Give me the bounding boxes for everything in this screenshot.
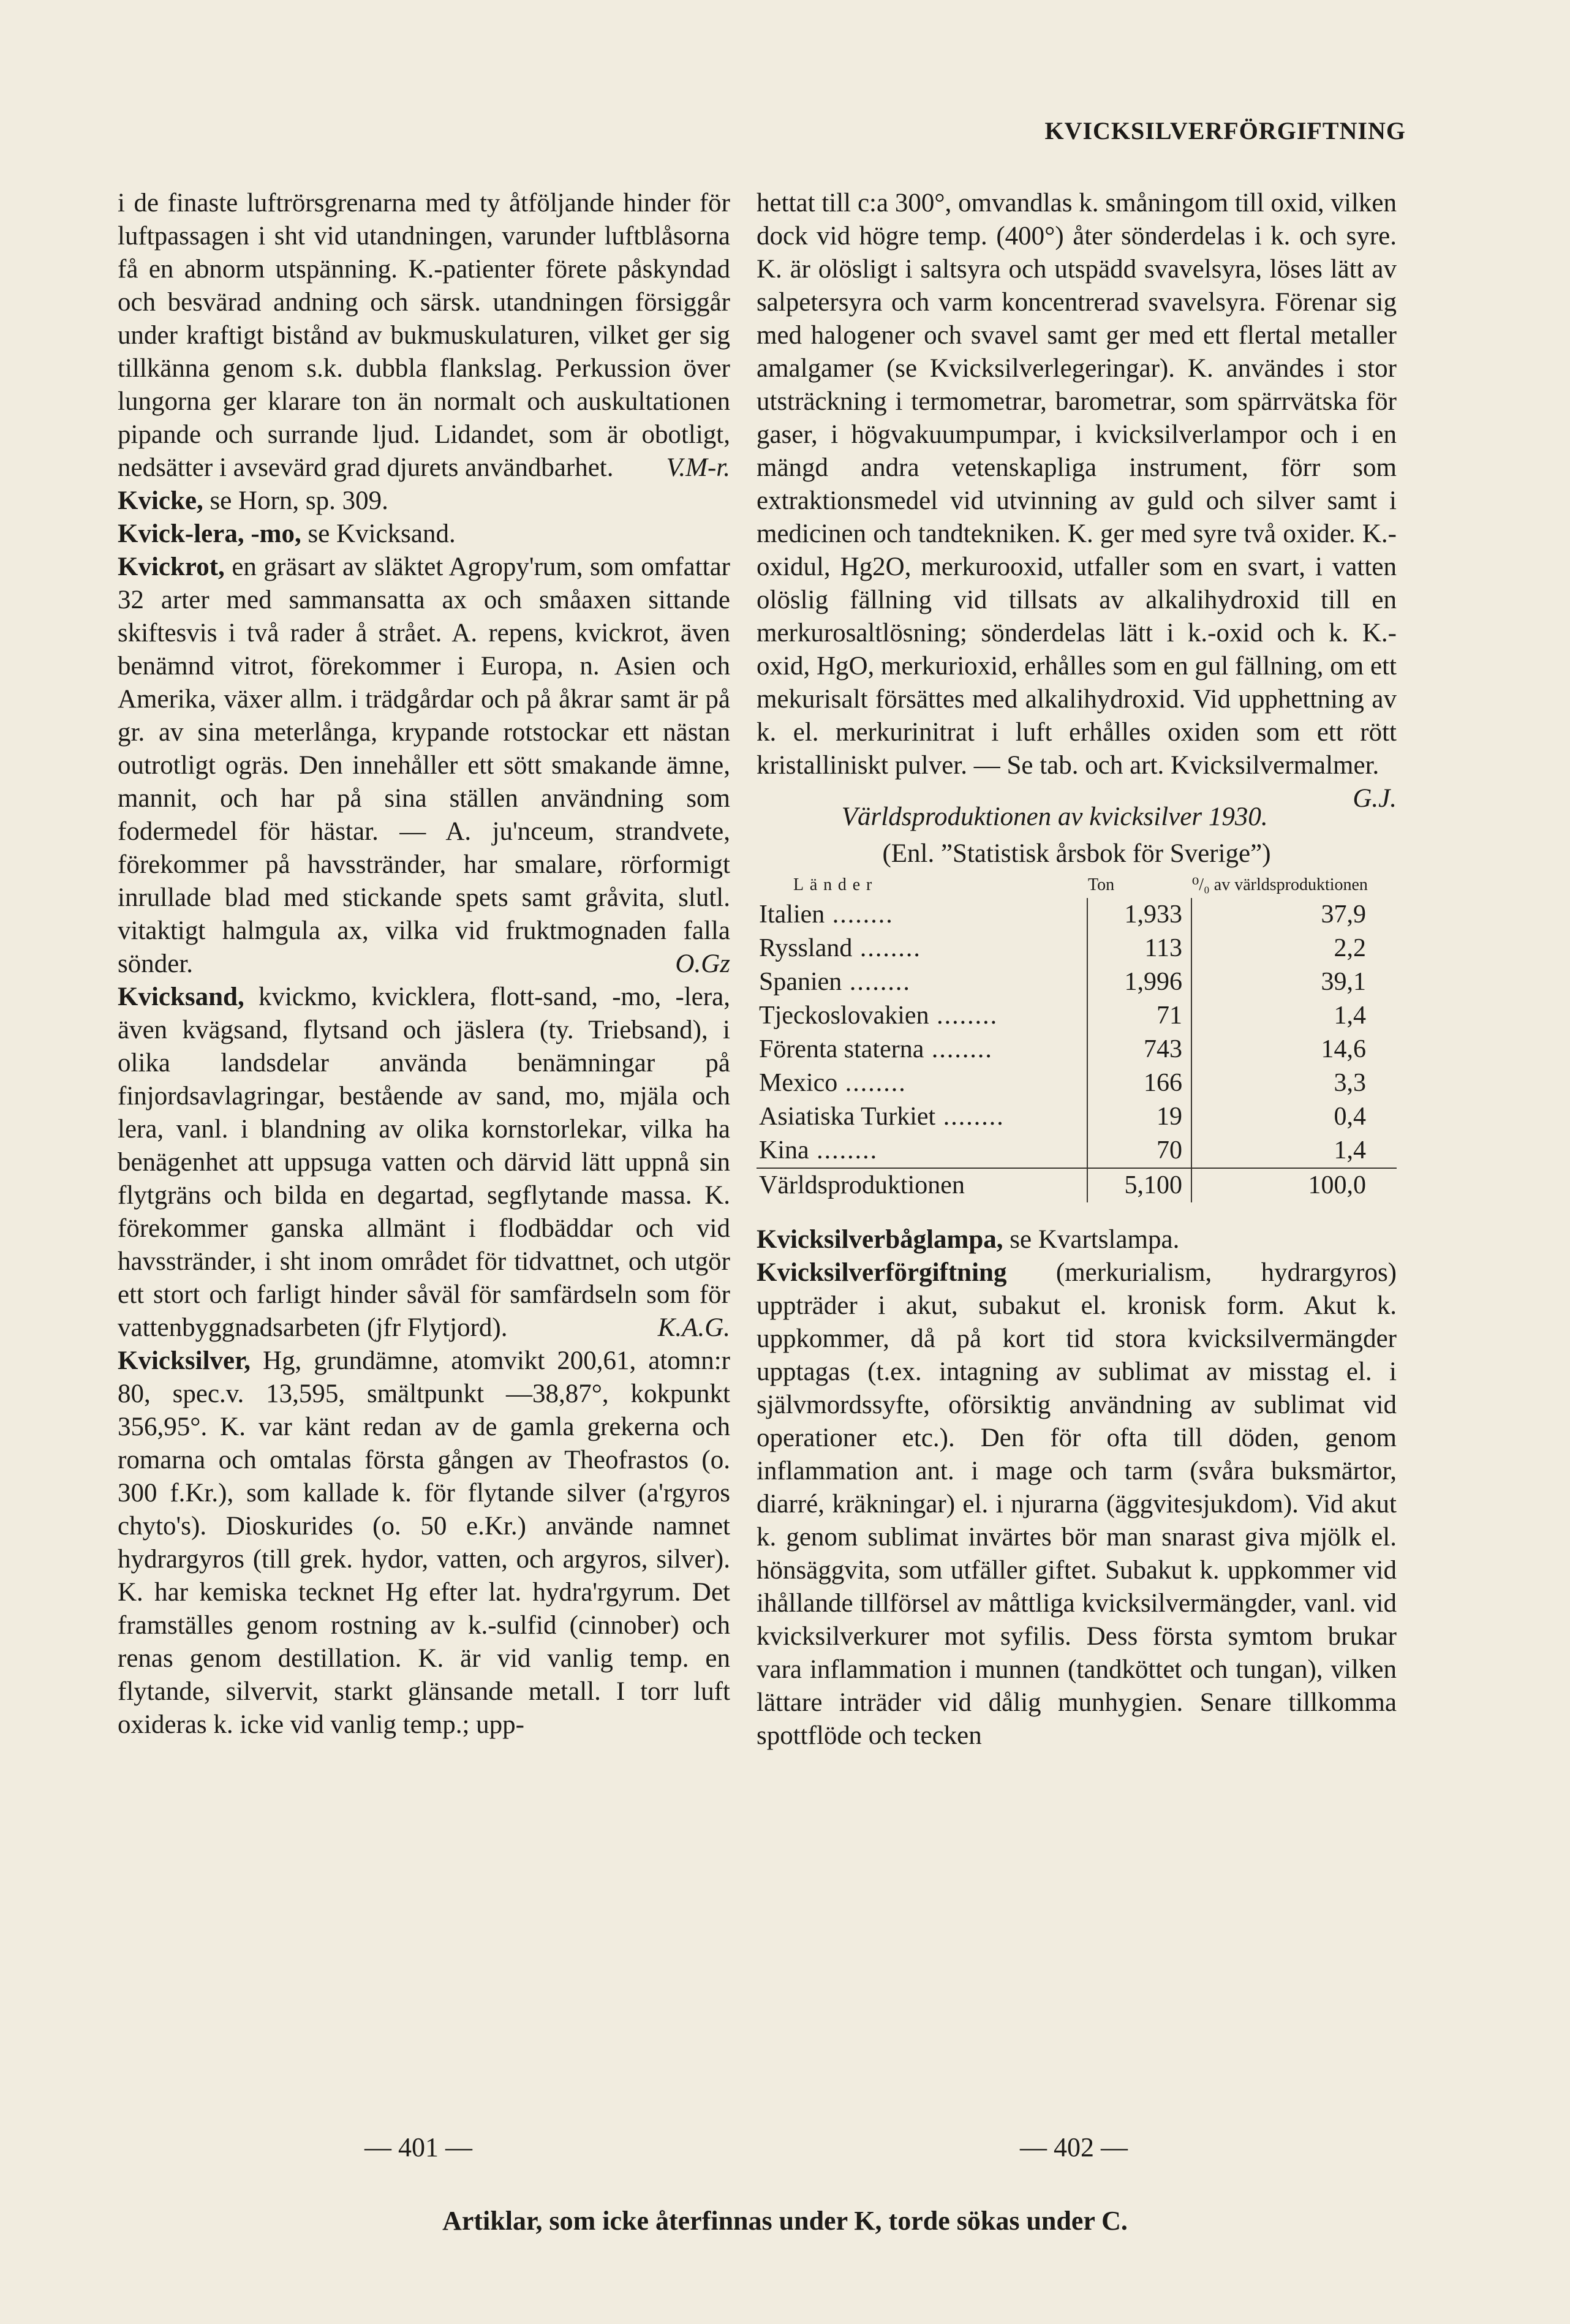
column-header-tons: Ton — [1088, 875, 1115, 894]
percent-cell: 1,4 — [1334, 1136, 1366, 1164]
table-row — [757, 1134, 1397, 1168]
entry-text: se Kvicksand. — [308, 519, 456, 548]
entry-headword: Kvicke, — [118, 486, 203, 515]
author-signature: O.Gz — [675, 949, 730, 978]
country-cell: Italien ..... — [757, 898, 1087, 932]
table-row — [757, 1066, 1397, 1100]
entry-paragraph — [118, 187, 730, 485]
tons-cell: 1,933 — [1087, 898, 1191, 932]
tons-cell: 19 — [1087, 1100, 1191, 1134]
percent-cell: 0,4 — [1334, 1103, 1366, 1131]
entry-paragraph — [118, 1345, 730, 1741]
entry-text: (merkurialism, hydrargyros) uppträder i akut, subakut el. kronisk form. Akut k. uppkommer, då på kort tid stora kvicksilvermängder upptagas (t.ex. intagning av sublimat av misstag el. i självmordssyfte, oförsiktig användning av sublimat vid operationer etc.). Den för ofta till döden, genom inflammation ant. i mage och tarm (svåra buksmärtor, diarré, kräkningar) el. i njurarna (äggvitesjukdom). Vid akut k. genom sublimat invärtes bör man snarast giva mjölk el. hönsäggvita, som utfäller giftet. Subakut k. uppkommer vid ihållande tillförsel av måttliga kvicksilvermängder, vanl. vid kvicksilverkurer mot syfilis. Dess första symtom brukar vara inflammation i munnen (tandköttet och tungan), vilken lättare inträder vid dålig munhygien. Senare tillkomma spottflöde och tecken — [757, 1258, 1397, 1750]
tons-cell: 71 — [1087, 999, 1191, 1033]
percent-cell: 3,3 — [1334, 1069, 1366, 1097]
entry-text: hettat till c:a 300°, omvandlas k. småningom till oxid, vilken dock vid högre temp. (400°) åter sönderdelas i k. och syre. K. är olösligt i saltsyra och utspädd svavelsyra, löses lätt av salpetersyra och varm koncentrerad svavelsyra. Förenar sig med halogener och svavel samt ger med ett flertal metaller amalgamer (se Kvicksilverlegeringar). K. användes i stor utsträckning i termometrar, barometrar, som spärrvätska för gaser, i högvakuumpumpar, i kvicksilverlampor och i en mängd andra vetenskapliga instrument, förr som extraktionsmedel vid utvinning av guld och silver samt i medicinen och tandtekniken. K. ger med syre två oxider. K.-oxidul, Hg2O, merkurooxid, utfaller som en svart, i vatten olöslig fällning vid tillsats av alkalihydroxid till en merkurosaltlösning; sönderdelas lätt i k.-oxid och k. K.-oxid, HgO, merkurioxid, erhålles som en gul fällning, om ett mekurisalt försättes med alkalihydroxid. Vid upphettning av k. el. merkurinitrat i luft erhålles oxiden som ett rött kristalliniskt pulver. — Se tab. och art. Kvicksilvermalmer. — [757, 189, 1397, 780]
entry-paragraph — [118, 551, 730, 981]
footer-note: Artiklar, som icke återfinnas under K, torde sökas under C. — [442, 2206, 1128, 2236]
tons-cell: 70 — [1087, 1134, 1191, 1168]
table-row — [757, 1100, 1397, 1134]
author-signature: G.J. — [1353, 784, 1397, 813]
country-cell: Asiatiska Turkiet ..... — [757, 1100, 1087, 1134]
entry-text: en gräsart av släktet Agropy'rum, som omfattar 32 arter med sammansatta ax och småaxen sittande skiftesvis i två rader å strået. A. repens, kvickrot, även benämnd vitrot, förekommer i Europa, n. Asien och Amerika, växer allm. i trädgårdar och på åkrar samt är på gr. av sina meterlånga, krypande rotstockar ett nästan outrotligt ogräs. Den innehåller ett sött smakande ämne, mannit, och har på sina ställen användning som fodermedel för hästar. — A. ju'nceum, strandvete, förekommer på havsstränder, har smalare, rörformigt inrullade blad med stickande spets samt gråvita, slutl. vitaktigt halmgula ax, vilka vid fruktmognaden falla sönder. — [118, 553, 730, 978]
table-total-row — [757, 1168, 1397, 1202]
tons-cell: 1,996 — [1087, 965, 1191, 999]
country-cell: Världsproduktionen — [757, 1168, 1087, 1202]
author-signature: V.M-r. — [666, 453, 730, 482]
percent-cell: 100,0 — [1191, 1168, 1397, 1202]
percent-cell: 2,2 — [1334, 934, 1366, 962]
entry-paragraph — [118, 485, 730, 518]
table-row — [757, 932, 1397, 965]
column-header-countries: Länder — [793, 875, 878, 894]
country-cell: Tjeckoslovakien ..... — [757, 999, 1087, 1033]
page-number-right: — 402 — — [1020, 2132, 1128, 2162]
entry-text: kvickmo, kvicklera, flott-sand, -mo, -lera, även kvägsand, flytsand och jäslera (ty. Triebsand), i olika landsdelar använda benämningar på finjordsavlagringar, bestående av sand, mo, mjäla och lera, vanl. i blandning av olika kornstorlekar, vilka ha benägenhet att uppsuga vatten och därvid lätt uppnå sin flytgräns och bilda en degartad, segflytande massa. K. förekommer ganska allmänt i flodbäddar och vid havsstränder, i sht inom området för tidvattnet, och utgör ett stort och farligt hinder såväl för samfärdseln som för vattenbyggnadsarbeten (jfr Flytjord). — [118, 983, 730, 1342]
country-cell: Kina ..... — [757, 1134, 1087, 1168]
percent-cell: 37,9 — [1321, 900, 1366, 929]
table-row — [757, 1033, 1397, 1066]
entry-paragraph — [757, 1223, 1397, 1256]
country-cell: Förenta staterna ..... — [757, 1033, 1087, 1066]
tons-cell: 743 — [1087, 1033, 1191, 1066]
production-table — [757, 875, 1397, 1202]
table-source: (Enl. ”Statistisk årsbok för Sverige”) — [882, 839, 1271, 868]
production-table-block — [757, 801, 1397, 1202]
tons-cell: 113 — [1087, 932, 1191, 965]
right-column — [757, 187, 1397, 1752]
tons-cell: 166 — [1087, 1066, 1191, 1100]
country-cell: Spanien ..... — [757, 965, 1087, 999]
entry-paragraph — [757, 1256, 1397, 1752]
left-column — [118, 187, 730, 1741]
author-signature: K.A.G. — [657, 1313, 730, 1342]
table-row — [757, 965, 1397, 999]
entry-text: se Kvartslampa. — [1010, 1225, 1180, 1254]
percent-cell: 14,6 — [1321, 1035, 1366, 1063]
table-row — [757, 999, 1397, 1033]
percent-cell: 1,4 — [1334, 1002, 1366, 1030]
entry-text: Hg, grundämne, atomvikt 200,61, atomn:r 80, spec.v. 13,595, smältpunkt —38,87°, kokpunkt 356,95°. K. var känt redan av de gamla grekerna och romarna och omtalas första gången av Theofrastos (o. 300 f.Kr.), som kallade k. för flytande silver (a'rgyros chyto's). Dioskurides (o. 50 e.Kr.) använde namnet hydrargyros (till grek. hydor, vatten, och argyros, silver). K. har kemiska tecknet Hg efter lat. hydra'rgyrum. Det framställes genom rostning av k.-sulfid (cinnober) och renas genom destillation. K. är vid vanlig temp. en flytande, silvervit, starkt glänsande metall. I torr luft oxideras k. icke vid vanlig temp.; upp- — [118, 1346, 731, 1739]
table-title: Världsproduktionen av kvicksilver 1930. — [841, 802, 1268, 831]
entry-headword: Kvick-lera, -mo, — [118, 519, 301, 548]
entry-headword: Kvickrot, — [118, 553, 225, 581]
entry-paragraph — [118, 518, 730, 551]
country-cell: Mexico ..... — [757, 1066, 1087, 1100]
entry-text: i de finaste luftrörsgrenarna med ty åtföljande hinder för luftpassagen i sht vid utandningen, varunder luftblåsorna få en abnorm utspänning. K.-patienter förete påskyndad och besvärad andning och särsk. utandningen försiggår under kraftigt bistånd av bukmuskulaturen, vilket ger sig tillkänna genom s.k. dubbla flankslag. Perkussion över lungorna ger klarare ton än normalt och auskultationen pipande och surrande ljud. Lidandet, som är obotligt, nedsätter i avsevärd grad djurets användbarhet. — [118, 189, 730, 482]
percent-cell: 39,1 — [1321, 968, 1366, 996]
tons-cell: 5,100 — [1087, 1168, 1191, 1202]
entry-headword: Kvicksilver, — [118, 1346, 251, 1375]
table-header-row — [757, 875, 1397, 898]
page-number-left: — 401 — — [364, 2132, 472, 2162]
running-head: KVICKSILVERFÖRGIFTNING — [1044, 117, 1406, 145]
table-body — [757, 898, 1397, 1202]
column-header-percent: ⁰/₀ av världsproduktionen — [1192, 875, 1368, 894]
entry-headword: Kvicksilverförgiftning — [757, 1258, 1007, 1287]
table-row — [757, 898, 1397, 932]
entry-paragraph — [757, 187, 1397, 813]
country-cell: Ryssland ..... — [757, 932, 1087, 965]
entry-paragraph — [118, 981, 730, 1345]
entry-headword: Kvicksilverbåglampa, — [757, 1225, 1003, 1254]
entry-headword: Kvicksand, — [118, 983, 244, 1011]
entry-text: se Horn, sp. 309. — [209, 486, 388, 515]
